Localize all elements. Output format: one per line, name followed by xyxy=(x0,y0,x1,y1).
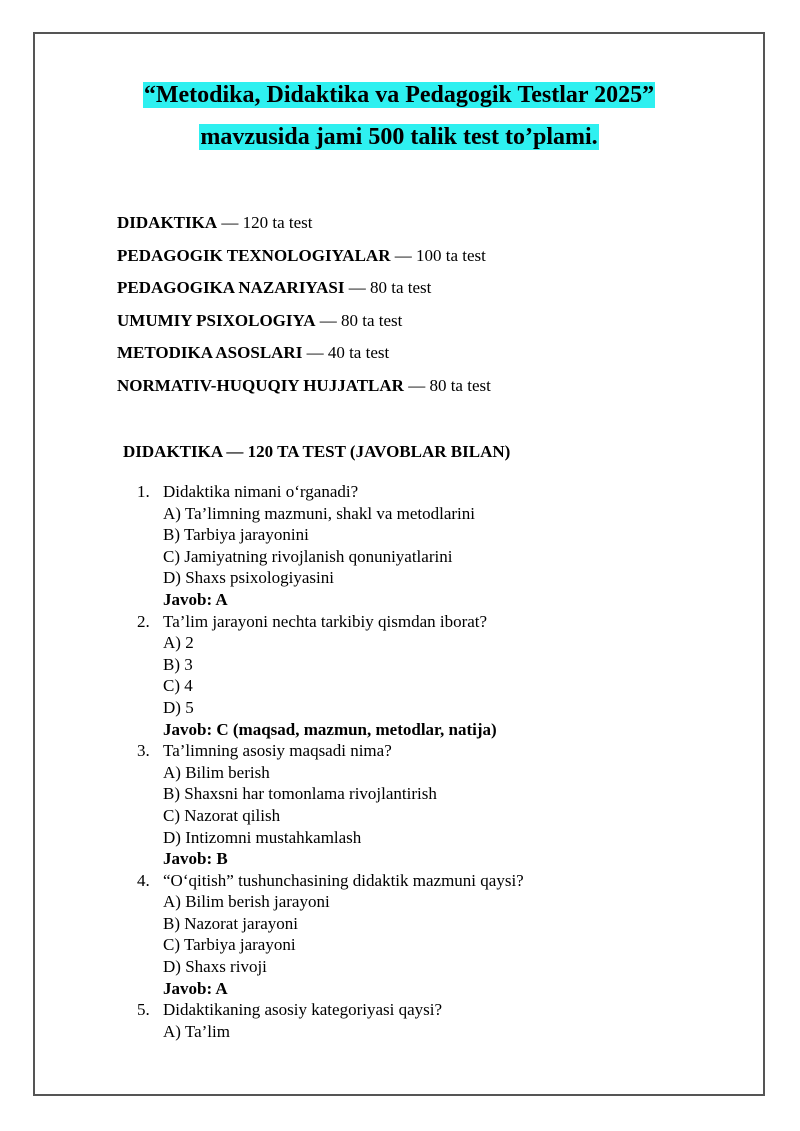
summary-item: PEDAGOGIKA NAZARIYASI — 80 ta test xyxy=(117,278,432,297)
answer-option: B) Shaxsni har tomonlama rivojlantirish xyxy=(163,784,437,804)
summary-item: UMUMIY PSIXOLOGIYA — 80 ta test xyxy=(117,310,403,330)
answer-option: B) Nazorat jarayoni xyxy=(163,913,298,933)
answer-option: D) Intizomni mustahkamlash xyxy=(163,827,362,847)
answer-option: B) 3 xyxy=(163,654,193,674)
answer-option: B) Tarbiya jarayonini xyxy=(163,525,309,545)
question-item xyxy=(137,611,524,741)
question-item xyxy=(137,740,524,870)
test-summary-list xyxy=(117,207,491,402)
summary-item: PEDAGOGIK TEXNOLOGIYALAR — 100 ta test xyxy=(117,245,486,265)
question-number: 3. xyxy=(137,741,150,761)
summary-item: METODIKA ASOSLARI — 40 ta test xyxy=(117,343,390,362)
question-number: 5. xyxy=(137,1000,150,1020)
summary-item: DIDAKTIKA — 120 ta test xyxy=(117,213,313,232)
correct-answer: Javob: A xyxy=(163,978,228,998)
answer-option: C) 4 xyxy=(163,676,193,696)
answer-option: D) Shaxs rivoji xyxy=(163,957,267,977)
answer-option: C) Jamiyatning rivojlanish qonuniyatlarini xyxy=(163,546,453,566)
answer-option: C) Nazorat qilish xyxy=(163,805,281,825)
question-item xyxy=(137,870,524,1000)
question-item xyxy=(137,999,524,1042)
answer-option: A) Bilim berish jarayoni xyxy=(163,892,330,912)
answer-option: A) Bilim berish xyxy=(163,762,270,782)
question-number: 4. xyxy=(137,870,150,890)
question-text: Didaktikaning asosiy kategoriyasi qaysi? xyxy=(163,1000,443,1020)
document-title-line-1: “Metodika, Didaktika va Pedagogik Testlar 2025” xyxy=(143,82,655,108)
answer-option: A) Ta’lim xyxy=(163,1021,230,1041)
document-title-line-2: mavzusida jami 500 talik test to’plami. xyxy=(200,124,598,150)
question-text: “O‘qitish” tushunchasining didaktik mazmuni qaysi? xyxy=(163,870,524,890)
question-list xyxy=(137,481,524,1042)
question-text: Ta’lim jarayoni nechta tarkibiy qismdan iborat? xyxy=(163,611,488,631)
question-item xyxy=(137,481,524,611)
document-page xyxy=(33,32,765,1096)
question-number: 2. xyxy=(137,611,150,631)
question-number: 1. xyxy=(137,482,150,501)
correct-answer: Javob: B xyxy=(163,849,228,869)
question-text: Ta’limning asosiy maqsadi nima? xyxy=(163,741,392,761)
answer-option: D) 5 xyxy=(163,697,194,717)
section-heading: DIDAKTIKA — 120 TA TEST (JAVOBLAR BILAN) xyxy=(123,442,511,461)
question-text: Didaktika nimani o‘rganadi? xyxy=(163,482,359,501)
correct-answer: Javob: C (maqsad, mazmun, metodlar, natija) xyxy=(163,719,497,739)
answer-option: A) 2 xyxy=(163,633,194,653)
answer-option: A) Ta’limning mazmuni, shakl va metodlarini xyxy=(163,503,475,523)
summary-item: NORMATIV-HUQUQIY HUJJATLAR — 80 ta test xyxy=(117,375,491,395)
answer-option: D) Shaxs psixologiyasini xyxy=(163,568,334,588)
answer-option: C) Tarbiya jarayoni xyxy=(163,935,296,955)
correct-answer: Javob: A xyxy=(163,589,228,609)
